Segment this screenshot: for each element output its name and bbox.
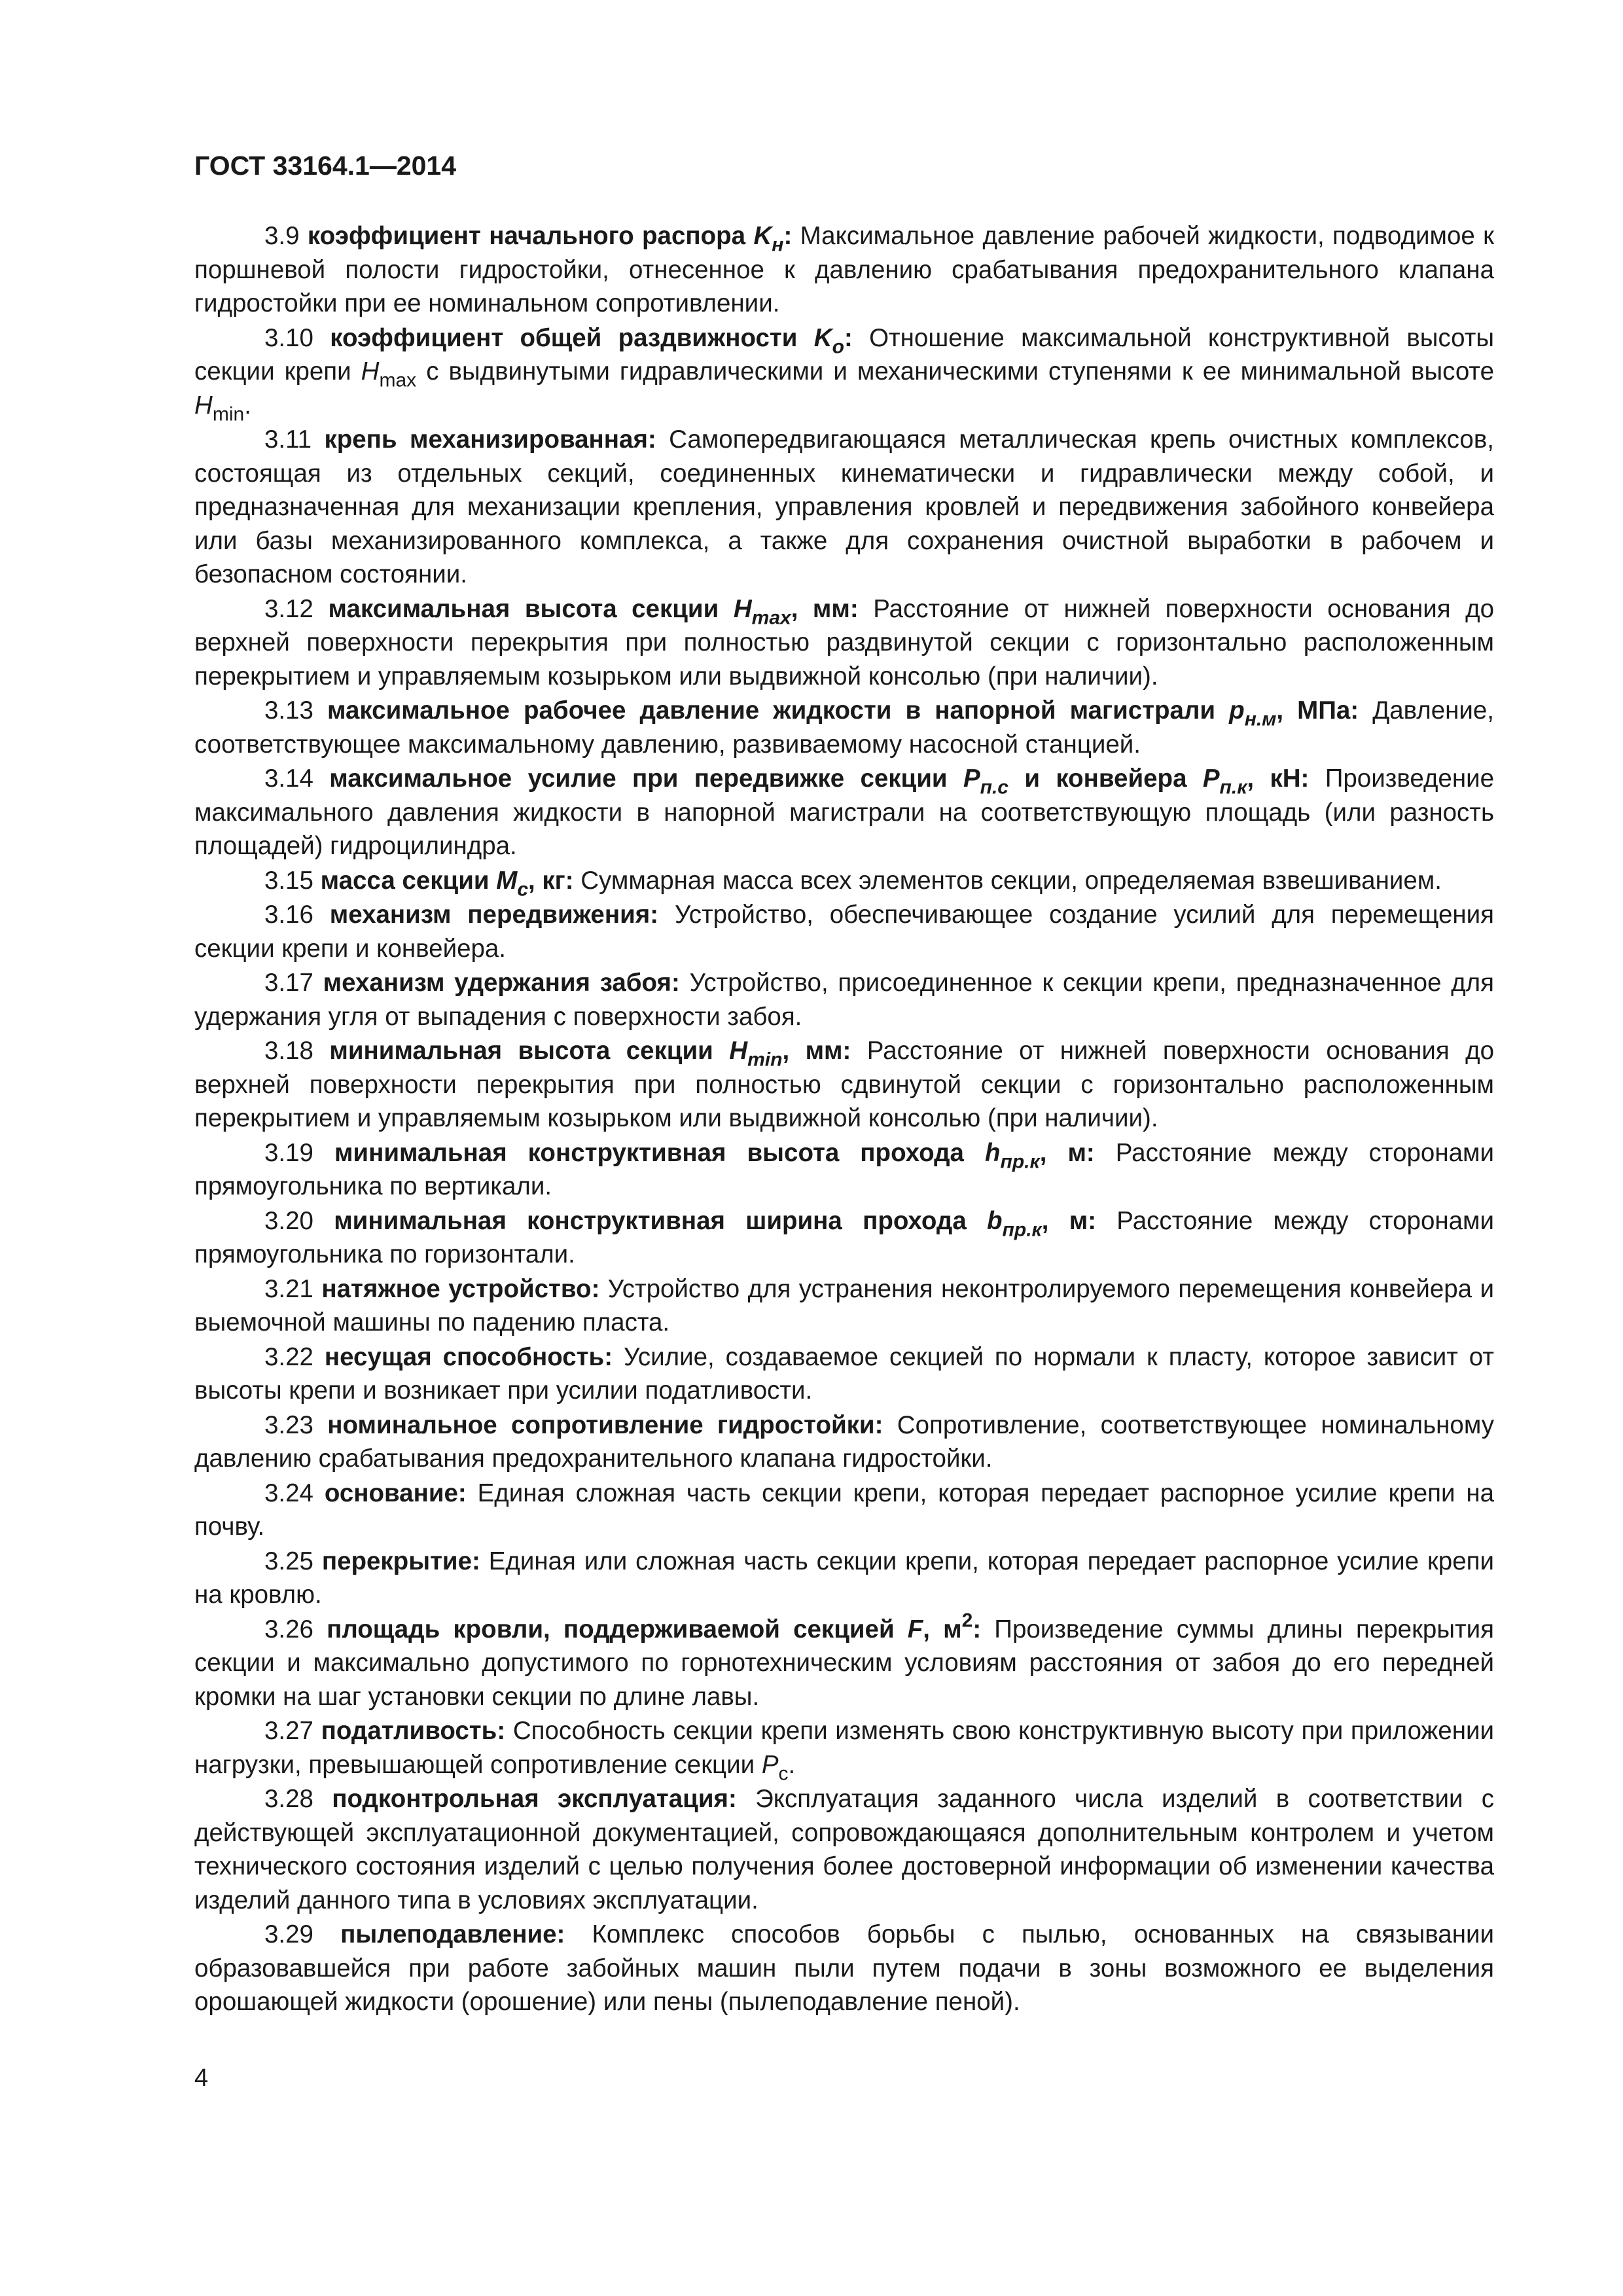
clause-term [334,1206,1097,1240]
clause-term: механизм передвижения: [329,901,659,929]
clause-number: 3.11 [264,425,312,454]
clause-definition: с выдвинутыми гидравлическими и механическими ступенями к ее минимальной высоте [416,357,1494,386]
clause-number: 3.25 [264,1547,313,1575]
clause-3-23 [194,1408,1494,1476]
clause-number: 3.10 [264,323,313,352]
clause-number: 3.22 [264,1342,313,1371]
term-superscript: 2 [961,1609,973,1631]
term-tail: , кг: [528,866,574,895]
clause-3-12 [194,592,1494,694]
clause-number: 3.23 [264,1410,313,1439]
clause-term: механизм удержания забоя: [323,969,680,997]
term-tail: , м: [1039,1138,1095,1167]
inline-symbol: H [361,357,380,386]
term-text: коэффициент начального распора [307,222,746,250]
term-tail: , м [923,1615,962,1643]
clause-definition: Единая сложная часть секции крепи, которая передает распорное усилие крепи на почву. [194,1479,1495,1541]
clause-term: несущая способность: [324,1342,613,1371]
clause-number: 3.24 [264,1479,313,1507]
clause-definition: Отношение максимальной конструктивной высоты секции крепи [194,323,1494,386]
clause-term: податливость: [321,1717,506,1745]
clause-term [330,323,853,357]
clause-definition: Давление, соответствующее максимальному давлению, развиваемому насосной станцией. [194,696,1495,759]
term-text: максимальное рабочее давление жидкости в напорной магистрали [327,696,1216,725]
clause-definition: Произведение максимального давления жидкости в напорной магистрали на соответствующую площадь (или разность площадей) гидроцилиндра. [194,764,1495,860]
clause-number: 3.26 [264,1615,313,1643]
clause-definition: Усилие, создаваемое секцией по нормали к пласту, которое зависит от высоты крепи и возникает при усилии податливости. [194,1342,1494,1405]
term-text: максимальное усилие при передвижке секции [329,764,948,793]
clause-3-22 [194,1340,1494,1408]
inline-symbol: P [761,1750,779,1779]
clause-definition: Единая или сложная часть секции крепи, которая передает распорное усилие крепи на кровлю. [194,1547,1494,1609]
clause-definition: Расстояние от нижней поверхности основания до верхней поверхности перекрытия при полностью сдвинутой секции с горизонтально расположенным перекрытием и управляемым козырьком или выдвижной консолью (при наличии). [194,1037,1495,1132]
clause-definition: Устройство, обеспечивающее создание усилий для перемещения секции крепи и конвейера. [194,901,1494,963]
clause-term: пылеподавление: [340,1920,565,1948]
term-text: масса секции [320,866,490,895]
clause-3-21 [194,1272,1494,1340]
clause-3-14 [194,762,1494,863]
clause-definition: Расстояние между сторонами прямоугольника по горизонтали. [194,1206,1495,1268]
term-symbol-subscript: п.к [1219,776,1247,798]
clause-3-24 [194,1477,1494,1544]
clause-number: 3.16 [264,901,313,929]
term-symbol: P [1202,764,1220,793]
term-text: минимальная конструктивная ширина прохода [334,1206,967,1235]
clause-definition: Самопередвигающаяся металлическая крепь очистных комплексов, состоящая из отдельных секций, соединенных кинематически и гидравлически между собой, и предназначенная для механизации крепления, управления кровлей и передвижения забойного конвейера или базы механизированного комплекса, а также для сохранения очистной выработки в рабочем и безопасном состоянии. [194,425,1494,588]
term-symbol-subscript: о [832,336,844,357]
inline-symbol-subscript: max [379,369,417,391]
clauses-list [194,219,1494,2020]
term-text: коэффициент общей раздвижности [330,323,798,352]
term-middle: и конвейера [1008,764,1203,793]
clause-3-29 [194,1918,1494,2019]
term-symbol-subscript: пр.к [1000,1151,1040,1172]
clause-3-11 [194,423,1494,592]
term-text: площадь кровли, поддерживаемой секцией [327,1615,895,1643]
term-tail: , кН: [1247,764,1310,793]
clause-number: 3.14 [264,764,313,793]
term-symbol-subscript: п.с [980,776,1008,798]
clause-term: натяжное устройство: [321,1274,600,1303]
term-symbol: H [733,594,752,623]
term-tail: , м: [1041,1206,1097,1235]
term-tail: , мм: [791,594,859,623]
clause-term: номинальное сопротивление гидростойки: [327,1410,883,1439]
clause-3-19 [194,1136,1494,1204]
clause-term [334,1138,1095,1172]
term-end: : [972,1615,982,1643]
clause-number: 3.13 [264,696,313,725]
clause-number: 3.28 [264,1785,313,1813]
clause-term [307,222,793,256]
clause-definition: Суммарная масса всех элементов секции, определяемая взвешиванием. [573,866,1442,895]
term-symbol-subscript: пр.к [1002,1219,1042,1240]
term-symbol: K [753,222,772,250]
clause-3-28 [194,1782,1494,1917]
clause-term [329,764,1310,798]
term-symbol-subscript: max [751,607,791,628]
clause-number: 3.27 [264,1717,313,1745]
clause-definition: Сопротивление, соответствующее номинальному давлению срабатывания предохранительного клапана гидростойки. [194,1410,1494,1473]
clause-term [320,866,574,900]
clause-definition: Произведение суммы длины перекрытия секции и максимально допустимого по горнотехническим условиям расстояния от забоя до его передней кромки на шаг установки секции по длине лавы. [194,1615,1494,1711]
term-text: минимальная конструктивная высота прохода [334,1138,964,1167]
clause-number: 3.20 [264,1206,313,1235]
clause-definition: Расстояние между сторонами прямоугольника по вертикали. [194,1138,1494,1200]
term-text: минимальная высота секции [329,1037,713,1065]
term-symbol: h [984,1138,1001,1167]
term-tail: : [783,222,793,250]
clause-3-15 [194,864,1494,898]
clause-number: 3.19 [264,1138,313,1167]
term-text: максимальная высота секции [328,594,719,623]
term-symbol-subscript: min [747,1049,783,1071]
clause-definition: Устройство, присоединенное к секции крепи, предназначенное для удержания угля от выпадения с поверхности забоя. [194,969,1494,1031]
clause-term [328,594,859,628]
clause-term [327,696,1359,730]
clause-3-26 [194,1609,1494,1714]
page-number: 4 [194,2064,209,2092]
term-symbol-subscript: с [517,878,529,900]
term-symbol-subscript: н.м [1244,708,1277,730]
term-symbol: b [987,1206,1003,1235]
clause-term: крепь механизированная: [324,425,656,454]
clause-term: основание: [324,1479,467,1507]
clause-definition: Максимальное давление рабочей жидкости, подводимое к поршневой полости гидростойки, отнесенное к давлению срабатывания предохранительного клапана гидростойки при ее номинальном сопротивлении. [194,222,1495,317]
clause-3-13 [194,694,1494,761]
clause-definition: Расстояние от нижней поверхности основания до верхней поверхности перекрытия при полностью раздвинутой секции с горизонтально расположенным перекрытием и управляемым козырьком или выдвижной консолью (при наличии). [194,594,1494,691]
term-symbol: H [729,1037,748,1065]
clause-number: 3.12 [264,594,313,623]
term-tail: : [844,323,853,352]
term-symbol: p [1229,696,1245,725]
clause-3-17 [194,966,1494,1033]
document-code: ГОСТ 33164.1—2014 [194,151,457,181]
clause-term [327,1609,982,1643]
clause-3-20 [194,1204,1494,1272]
clause-definition: Устройство для устранения неконтролируемого перемещения конвейера и выемочной машины по падению пласта. [194,1274,1494,1336]
clause-3-25 [194,1545,1494,1612]
clause-definition: Способность секции крепи изменять свою конструктивную высоту при приложении нагрузки, превышающей сопротивление секции [194,1717,1494,1779]
clause-number: 3.29 [264,1920,313,1948]
term-tail: , МПа: [1276,696,1359,725]
term-symbol: K [813,323,832,352]
inline-symbol-subscript: с [778,1763,789,1784]
inline-symbol-subscript: min [212,403,245,425]
clause-3-9 [194,219,1494,321]
term-tail: , мм: [782,1037,851,1065]
clause-number: 3.9 [264,222,300,250]
inline-symbol: H [194,391,213,420]
clause-definition: . [788,1750,796,1779]
clause-number: 3.15 [264,866,313,895]
clause-term: подконтрольная эксплуатация: [332,1785,737,1813]
clause-3-27 [194,1714,1494,1782]
term-symbol: M [496,866,518,895]
clause-definition: . [244,391,251,420]
clause-term [329,1037,851,1071]
term-symbol: F [907,1615,923,1643]
clause-number: 3.21 [264,1274,313,1303]
clause-term: перекрытие: [321,1547,480,1575]
clause-3-10 [194,321,1494,423]
clause-number: 3.18 [264,1037,313,1065]
clause-definition: Эксплуатация заданного числа изделий в соответствии с действующей эксплуатационной документацией, сопровождающаяся дополнительным контролем и учетом технического состояния изделий с целью получения более достоверной информации об изменении качества изделий данного типа в условиях эксплуатации. [194,1785,1494,1914]
clause-3-18 [194,1034,1494,1136]
clause-3-16 [194,898,1494,965]
term-symbol-subscript: н [772,234,784,256]
term-symbol: P [963,764,980,793]
clause-number: 3.17 [264,969,313,997]
clause-definition: Комплекс способов борьбы с пылью, основанных на связывании образовавшейся при работе забойных машин пыли путем подачи в зоны возможного ее выделения орошающей жидкости (орошение) или пены (пылеподавление пеной). [194,1920,1494,2016]
